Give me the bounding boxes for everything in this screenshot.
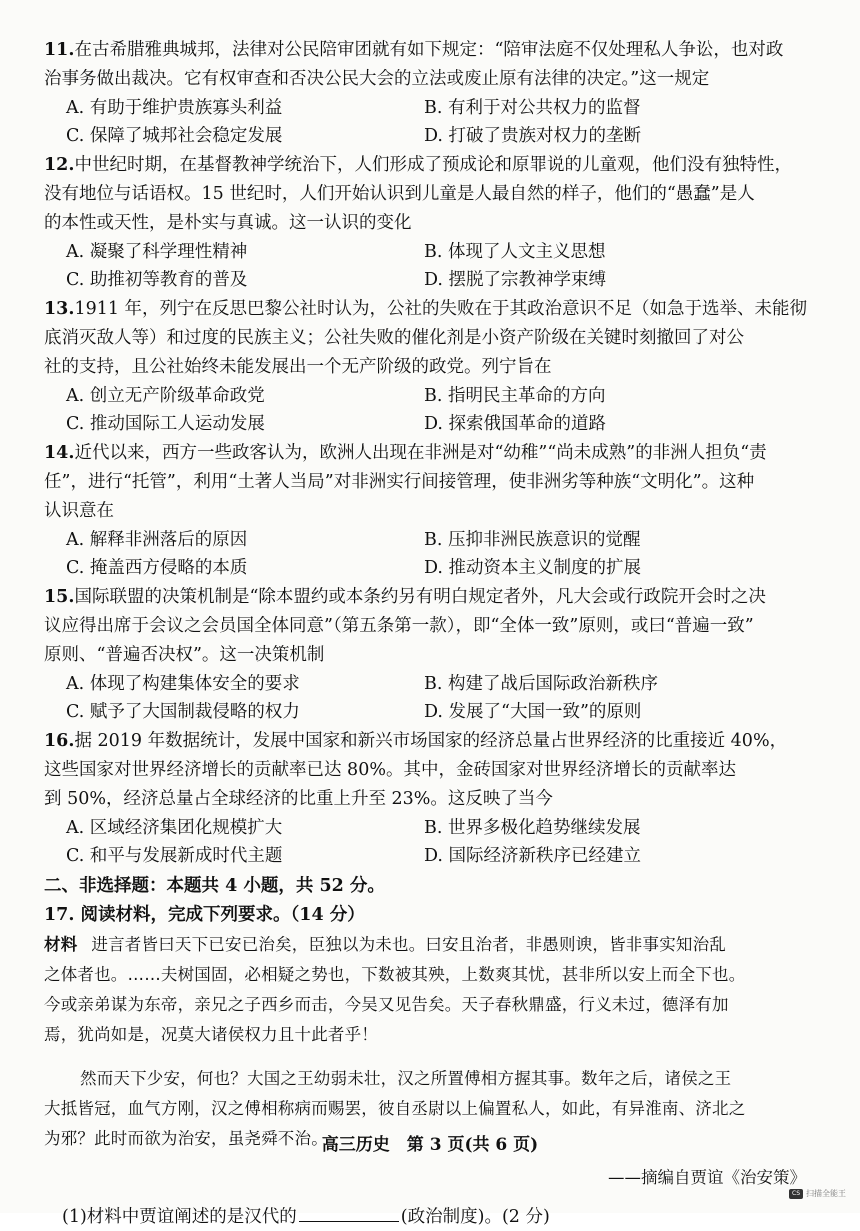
- answer-blank[interactable]: [299, 1203, 399, 1222]
- question-15: [44, 583, 814, 727]
- options: [44, 526, 814, 584]
- option-b: B. 有利于对公共权力的监督: [424, 94, 836, 123]
- option-a: A. 区域经济集团化规模扩大: [66, 814, 424, 843]
- question-13: [44, 295, 814, 439]
- question-stem-line: 议应得出席于会议之会员国全体同意”（第五条第一款），即“全体一致”原则，或曰“普遍一致”: [44, 612, 814, 641]
- question-11: [44, 36, 814, 151]
- options: [44, 238, 814, 296]
- question-12: [44, 151, 814, 295]
- option-d: D. 发展了“大国一致”的原则: [424, 698, 836, 727]
- question-stem-line: 16.据 2019 年数据统计，发展中国家和新兴市场国家的经济总量占世界经济的比重接近 40%，: [44, 727, 814, 756]
- material-source: ——摘编自贾谊《治安策》: [44, 1164, 814, 1193]
- option-c: C. 助推初等教育的普及: [66, 266, 424, 295]
- material-passage: [44, 930, 814, 1154]
- scanner-logo-icon: CS: [789, 1189, 803, 1199]
- option-a: A. 解释非洲落后的原因: [66, 526, 424, 555]
- question-16: [44, 727, 814, 871]
- option-b: B. 压抑非洲民族意识的觉醒: [424, 526, 836, 555]
- page-footer: 高三历史 第 3 页(共 6 页): [0, 1130, 860, 1155]
- option-b: B. 指明民主革命的方向: [424, 382, 836, 411]
- material-line: 焉，犹尚如是，况莫大诸侯权力且十此者乎！: [44, 1020, 814, 1050]
- option-a: A. 体现了构建集体安全的要求: [66, 670, 424, 699]
- question-stem-line: 治事务做出裁决。它有权审查和否决公民大会的立法或废止原有法律的决定。”这一规定: [44, 65, 814, 94]
- question-17-title: 17. 阅读材料，完成下列要求。（14 分）: [44, 901, 814, 930]
- question-14: [44, 439, 814, 583]
- options: [44, 94, 814, 152]
- section-heading: 二、非选择题：本题共 4 小题，共 52 分。: [44, 872, 814, 901]
- question-stem-line: 底消灭敌人等）和过度的民族主义；公社失败的催化剂是小资产阶级在关键时刻撤回了对公: [44, 324, 814, 353]
- material-line: 然而天下少安，何也？大国之王幼弱未壮，汉之所置傅相方握其事。数年之后，诸侯之王: [44, 1064, 814, 1094]
- question-stem-line: 13.1911 年，列宁在反思巴黎公社时认为，公社的失败在于其政治意识不足（如急于选举、未能彻: [44, 295, 814, 324]
- sub-question-1: (1)材料中贾谊阐述的是汉代的 (政治制度)。(2 分): [44, 1203, 814, 1231]
- question-stem-line: 15.国际联盟的决策机制是“除本盟约或本条约另有明白规定者外，凡大会或行政院开会时之决: [44, 583, 814, 612]
- option-b: B. 构建了战后国际政治新秩序: [424, 670, 836, 699]
- option-b: B. 世界多极化趋势继续发展: [424, 814, 836, 843]
- question-number: 12.: [44, 155, 74, 175]
- option-d: D. 打破了贵族对权力的垄断: [424, 122, 836, 151]
- material-line: 大抵皆冠，血气方刚，汉之傅相称病而赐罢，彼自丞尉以上偏置私人，如此，有异淮南、济北之: [44, 1094, 814, 1124]
- question-stem-line: 12.中世纪时期，在基督教神学统治下，人们形成了预成论和原罪说的儿童观，他们没有独特性，: [44, 151, 814, 180]
- option-c: C. 和平与发展新成时代主题: [66, 842, 424, 871]
- material-line: 今或亲弟谋为东帝，亲兄之子西乡而击，今吴又见告矣。天子春秋鼎盛，行义未过，德泽有加: [44, 990, 814, 1020]
- question-stem-line: 这些国家对世界经济增长的贡献率已达 80%。其中，金砖国家对世界经济增长的贡献率达: [44, 756, 814, 785]
- material-line: 为邪？此时而欲为治安，虽尧舜不治。: [44, 1124, 814, 1154]
- option-c: C. 保障了城邦社会稳定发展: [66, 122, 424, 151]
- question-number: 13.: [44, 299, 74, 319]
- option-b: B. 体现了人文主义思想: [424, 238, 836, 267]
- option-a: A. 有助于维护贵族寡头利益: [66, 94, 424, 123]
- question-stem-line: 到 50%，经济总量占全球经济的比重上升至 23%。这反映了当今: [44, 785, 814, 814]
- options: [44, 382, 814, 440]
- question-number: 15.: [44, 587, 74, 607]
- exam-content: [44, 36, 814, 1231]
- options: [44, 814, 814, 872]
- question-stem-line: 任”，进行“托管”，利用“土著人当局”对非洲实行间接管理，使非洲劣等种族“文明化”。这种: [44, 468, 814, 497]
- option-a: A. 创立无产阶级革命政党: [66, 382, 424, 411]
- question-stem-line: 14.近代以来，西方一些政客认为，欧洲人出现在非洲是对“幼稚”“尚未成熟”的非洲人担负“责: [44, 439, 814, 468]
- question-stem-line: 11.在古希腊雅典城邦，法律对公民陪审团就有如下规定：“陪审法庭不仅处理私人争讼，也对政: [44, 36, 814, 65]
- material-line: 材料 进言者皆曰天下已安已治矣，臣独以为未也。曰安且治者，非愚则谀，皆非事实知治乱: [44, 930, 814, 960]
- question-stem-line: 的本性或天性，是朴实与真诚。这一认识的变化: [44, 209, 814, 238]
- option-d: D. 推动资本主义制度的扩展: [424, 554, 836, 583]
- question-stem-line: 原则、“普遍否决权”。这一决策机制: [44, 641, 814, 670]
- question-number: 16.: [44, 731, 74, 751]
- option-c: C. 赋予了大国制裁侵略的权力: [66, 698, 424, 727]
- option-d: D. 国际经济新秩序已经建立: [424, 842, 836, 871]
- question-stem-line: 没有地位与话语权。15 世纪时，人们开始认识到儿童是人最自然的样子，他们的“愚蠢”是人: [44, 180, 814, 209]
- option-c: C. 推动国际工人运动发展: [66, 410, 424, 439]
- option-d: D. 探索俄国革命的道路: [424, 410, 836, 439]
- material-line: 之体者也。……夫树国固，必相疑之势也，下数被其殃，上数爽其忧，甚非所以安上而全下也。: [44, 960, 814, 990]
- option-a: A. 凝聚了科学理性精神: [66, 238, 424, 267]
- question-number: 11.: [44, 40, 74, 60]
- options: [44, 670, 814, 728]
- scanner-watermark: [789, 1188, 846, 1199]
- question-stem-line: 社的支持，且公社始终未能发展出一个无产阶级的政党。列宁旨在: [44, 353, 814, 382]
- option-c: C. 掩盖西方侵略的本质: [66, 554, 424, 583]
- option-d: D. 摆脱了宗教神学束缚: [424, 266, 836, 295]
- question-stem-line: 认识意在: [44, 497, 814, 526]
- question-number: 14.: [44, 443, 74, 463]
- watermark-text: 扫描全能王: [806, 1188, 846, 1199]
- material-label: 材料: [44, 935, 77, 954]
